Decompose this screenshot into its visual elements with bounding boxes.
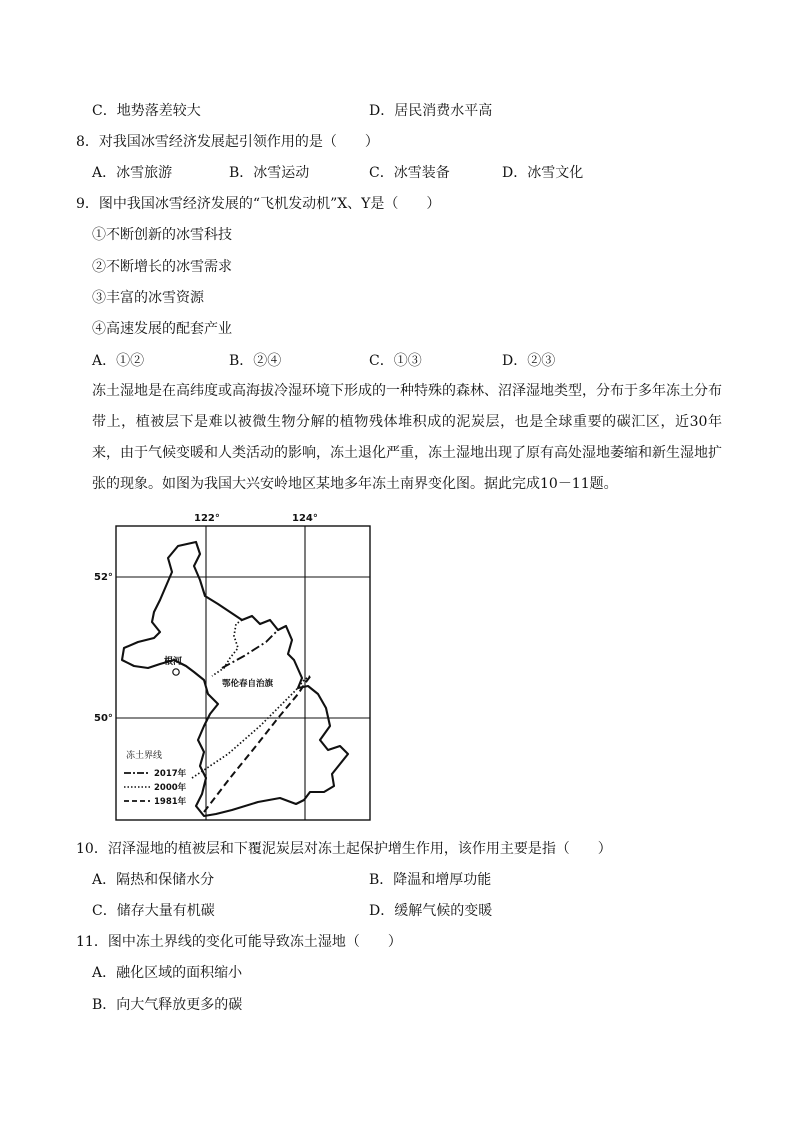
- q9-item-4: ④高速发展的配套产业: [92, 321, 232, 337]
- lat-label-50: 50°: [94, 713, 113, 724]
- q8-option-a: A．冰雪旅游: [92, 165, 173, 181]
- q9-stem: 9．图中我国冰雪经济发展的“飞机发动机”X、Y是（ ）: [76, 196, 441, 212]
- elunchun-label: 鄂伦春自治旗: [222, 679, 274, 689]
- q8-option-c: C．冰雪装备: [369, 165, 450, 181]
- q11-option-b: B．向大气释放更多的碳: [92, 997, 243, 1013]
- passage-text: 冻土湿地是在高纬度或高海拔冷湿环境下形成的一种特殊的森林、沼泽湿地类型，分布于多年冻土分布带上，植被层下是难以被微生物分解的植物残体堆积成的泥炭层，也是全球重要的碳汇区，近30年来，由于气候变暖和人类活动的影响，冻土退化严重，冻土湿地出现了原有高处湿地萎缩和新生湿地扩张的现象。如图为我国大兴安岭地区某地多年冻土南界变化图。据此完成10－11题。: [92, 383, 722, 492]
- q10-option-d: D．缓解气候的变暖: [369, 903, 493, 919]
- q8-option-d: D．冰雪文化: [502, 165, 584, 181]
- q10-stem: 10．沼泽湿地的植被层和下覆泥炭层对冻土起保护增生作用，该作用主要是指（ ）: [76, 841, 612, 857]
- lat-label-52: 52°: [94, 572, 113, 583]
- q9-item-2: ②不断增长的冰雪需求: [92, 259, 232, 275]
- lon-label-122: 122°: [194, 513, 220, 524]
- q9-item-1: ①不断创新的冰雪科技: [92, 227, 232, 243]
- q9-option-b: B．②④: [229, 353, 282, 369]
- legend-1981-label: 1981年: [154, 797, 187, 807]
- q7-option-d: D．居民消费水平高: [369, 103, 493, 119]
- q9-option-a: A．①②: [92, 353, 145, 369]
- genhe-label: 根河: [164, 657, 183, 667]
- legend-title: 冻土界线: [126, 751, 163, 761]
- genhe-marker: [173, 669, 179, 675]
- lon-label-124: 124°: [292, 513, 318, 524]
- legend-2017-label: 2017年: [154, 769, 187, 779]
- q8-option-b: B．冰雪运动: [229, 165, 310, 181]
- q10-option-b: B．降温和增厚功能: [369, 872, 492, 888]
- q11-option-a: A．融化区域的面积缩小: [92, 965, 243, 981]
- q9-option-c: C．①③: [369, 353, 422, 369]
- permafrost-boundary-map: [94, 508, 378, 828]
- q11-stem: 11．图中冻土界线的变化可能导致冻土湿地（ ）: [76, 934, 402, 950]
- q7-option-c: C．地势落差较大: [92, 103, 201, 119]
- q10-option-c: C．储存大量有机碳: [92, 903, 215, 919]
- q9-option-d: D．②③: [502, 353, 556, 369]
- q9-item-3: ③丰富的冰雪资源: [92, 290, 204, 306]
- q8-stem: 8．对我国冰雪经济发展起引领作用的是（ ）: [76, 134, 379, 150]
- legend-2000-label: 2000年: [154, 783, 187, 793]
- q10-option-a: A．隔热和保储水分: [92, 872, 215, 888]
